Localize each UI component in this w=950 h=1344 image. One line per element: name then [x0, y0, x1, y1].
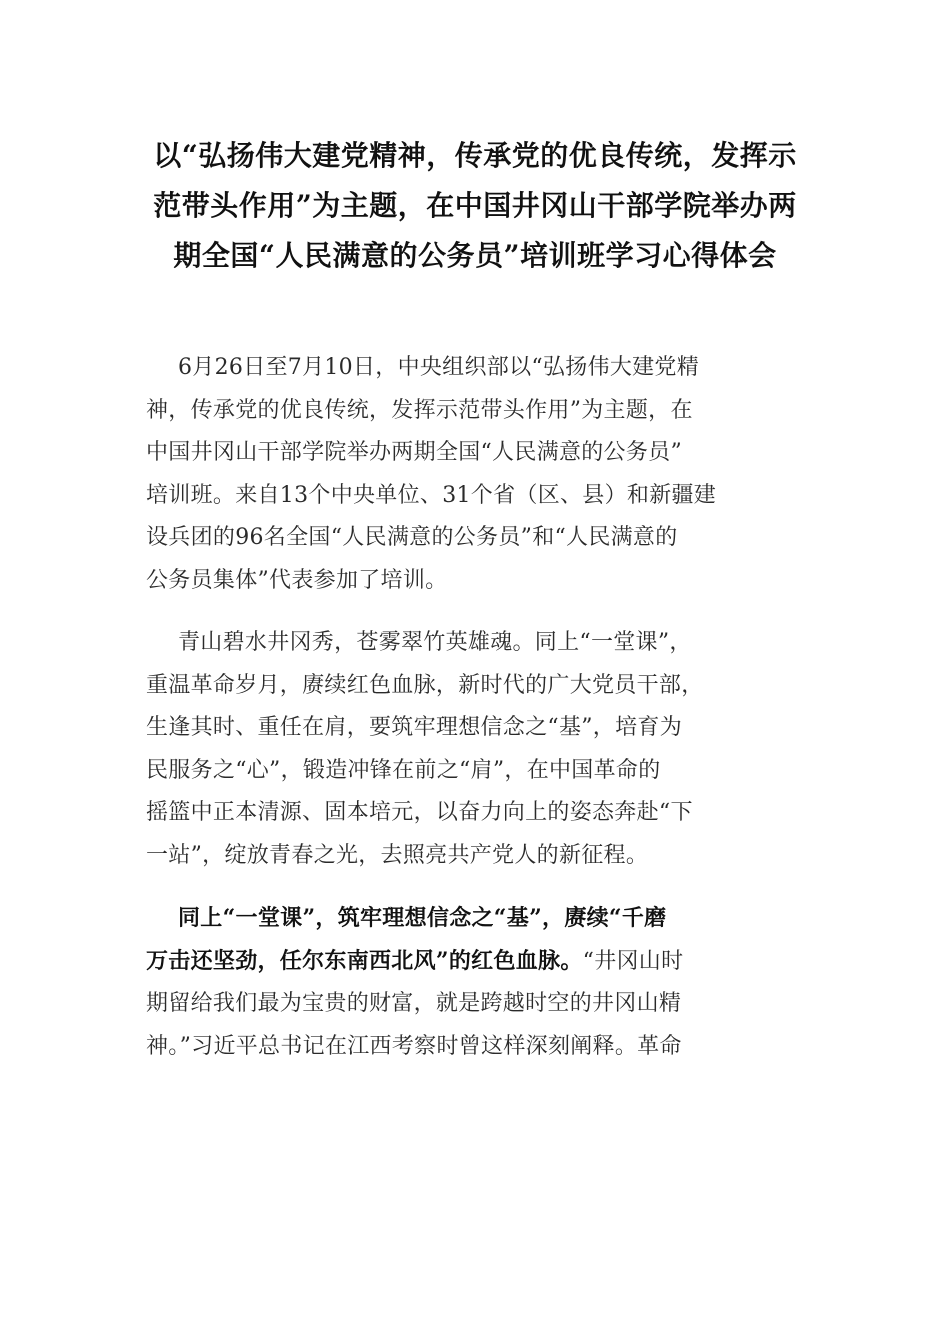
paragraph-second	[146, 622, 811, 877]
paragraph-line: 摇篮中正本清源、固本培元，以奋力向上的姿态奔赴“下	[146, 800, 693, 825]
paragraph-line: 生逢其时、重任在肩，要筑牢理想信念之“基”，培育为	[146, 715, 682, 740]
paragraph-line: 重温革命岁月，赓续红色血脉，新时代的广大党员干部，	[146, 672, 704, 698]
section-heading-tail: 万击还坚劲，任尔东南西北风”的红色血脉。	[146, 947, 583, 974]
document-body	[146, 347, 811, 1088]
title-line: 以“弘扬伟大建党精神，传承党的优良传统，发挥示	[153, 139, 797, 172]
paragraph-line: 培训班。来自13个中央单位、31个省（区、县）和新疆建	[146, 482, 717, 508]
paragraph-line: 设兵团的96名全国“人民满意的公务员”和“人民满意的	[146, 525, 678, 550]
document-title	[120, 131, 830, 281]
paragraph-third	[146, 897, 811, 1068]
section-heading-line: 同上“一堂课”，筑牢理想信念之“基”，赓续“千磨	[178, 905, 667, 931]
title-line: 范带头作用”为主题，在中国井冈山干部学院举办两	[153, 189, 797, 222]
paragraph-line: 一站”，绽放青春之光，去照亮共产党人的新征程。	[146, 842, 649, 868]
paragraph-line: 期留给我们最为宝贵的财富，就是跨越时空的井冈山精	[146, 991, 682, 1016]
paragraph-line: 神，传承党的优良传统，发挥示范带头作用”为主题，在	[146, 397, 693, 423]
paragraph-line	[146, 940, 811, 984]
paragraph-line: 公务员集体”代表参加了培训。	[146, 567, 448, 593]
paragraph-intro	[146, 347, 811, 602]
title-line: 期全国“人民满意的公务员”培训班学习心得体会	[173, 239, 777, 272]
paragraph-line: 民服务之“心”，锻造冲锋在前之“肩”，在中国革命的	[146, 757, 661, 783]
quote-start: “井冈山时	[582, 948, 684, 974]
paragraph-line: 6月26日至7月10日，中央组织部以“弘扬伟大建党精	[178, 355, 700, 380]
paragraph-line: 青山碧水井冈秀，苍雾翠竹英雄魂。同上“一堂课”，	[178, 630, 692, 655]
paragraph-line: 神。”习近平总书记在江西考察时曾这样深刻阐释。革命	[146, 1033, 682, 1059]
paragraph-line: 中国井冈山干部学院举办两期全国“人民满意的公务员”	[146, 440, 682, 465]
